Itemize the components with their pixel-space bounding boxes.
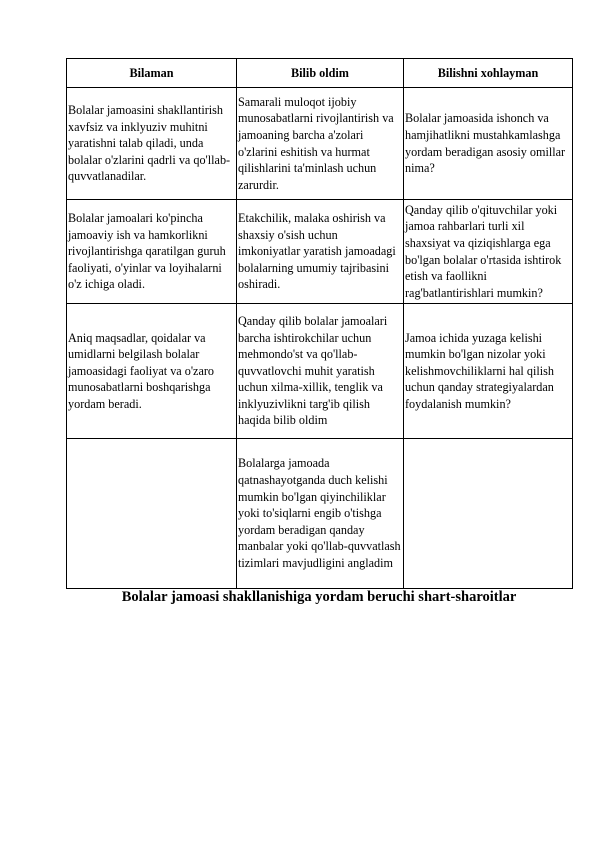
table-cell: Bolalar jamoasini shakllantirish xavfsiz va inklyuziv muhitni yaratishni talab qiladi, unda bolalar o'zlarini qadrli va qo'llab-quvvatlanadilar. bbox=[67, 88, 237, 200]
table-cell: Bolalar jamoalari ko'pincha jamoaviy ish va hamkorlikni rivojlantirishga qaratilgan guruh faoliyati, o'yinlar va loyihalarni o'z ichiga oladi. bbox=[67, 200, 237, 304]
header-bilaman: Bilaman bbox=[67, 59, 237, 88]
table-cell: Samarali muloqot ijobiy munosabatlarni rivojlantirish va jamoaning barcha a'zolari o'zlarini eshitish va hurmat qilishlarini ta'minlash uchun zarurdir. bbox=[237, 88, 404, 200]
table-row bbox=[67, 200, 573, 304]
header-bilib-oldim: Bilib oldim bbox=[237, 59, 404, 88]
table-cell bbox=[404, 439, 573, 589]
header-bilishni-xohlayman: Bilishni xohlayman bbox=[404, 59, 573, 88]
table-cell: Bolalar jamoasida ishonch va hamjihatlikni mustahkamlashga yordam beradigan asosiy omillar nima? bbox=[404, 88, 573, 200]
table-cell: Jamoa ichida yuzaga kelishi mumkin bo'lgan nizolar yoki kelishmovchiliklarni hal qilish uchun qanday strategiyalardan foydalanish mumkin? bbox=[404, 304, 573, 439]
kwl-table bbox=[66, 58, 573, 589]
header-row bbox=[67, 59, 573, 88]
table-row bbox=[67, 88, 573, 200]
table-row bbox=[67, 304, 573, 439]
table-cell bbox=[67, 439, 237, 589]
table-cell: Aniq maqsadlar, qoidalar va umidlarni belgilash bolalar jamoasidagi faoliyat va o'zaro munosabatlarni boshqarishga yordam beradi. bbox=[67, 304, 237, 439]
table-cell: Etakchilik, malaka oshirish va shaxsiy o'sish uchun imkoniyatlar yaratish jamoadagi bolalarning umumiy tajribasini oshiradi. bbox=[237, 200, 404, 304]
table-cell: Qanday qilib o'qituvchilar yoki jamoa rahbarlari turli xil shaxsiyat va qiziqishlarga ega bo'lgan bolalar o'rtasida ishtirok etish va faollikni rag'batlantirishlari mumkin? bbox=[404, 200, 573, 304]
table-caption: Bolalar jamoasi shakllanishiga yordam beruchi shart-sharoitlar bbox=[121, 589, 517, 605]
table-cell: Qanday qilib bolalar jamoalari barcha ishtirokchilar uchun mehmondo'st va qo'llab-quvvatlovchi muhit yaratish uchun xilma-xillik, tenglik va inklyuzivlikni targ'ib qilish haqida bilib oldim bbox=[237, 304, 404, 439]
table-cell: Bolalarga jamoada qatnashayotganda duch kelishi mumkin bo'lgan qiyinchiliklar yoki to'siqlarni engib o'tishga yordam beradigan qanday manbalar yoki qo'llab-quvvatlash tizimlari mavjudligini angladim bbox=[237, 439, 404, 589]
table-row bbox=[67, 439, 573, 589]
